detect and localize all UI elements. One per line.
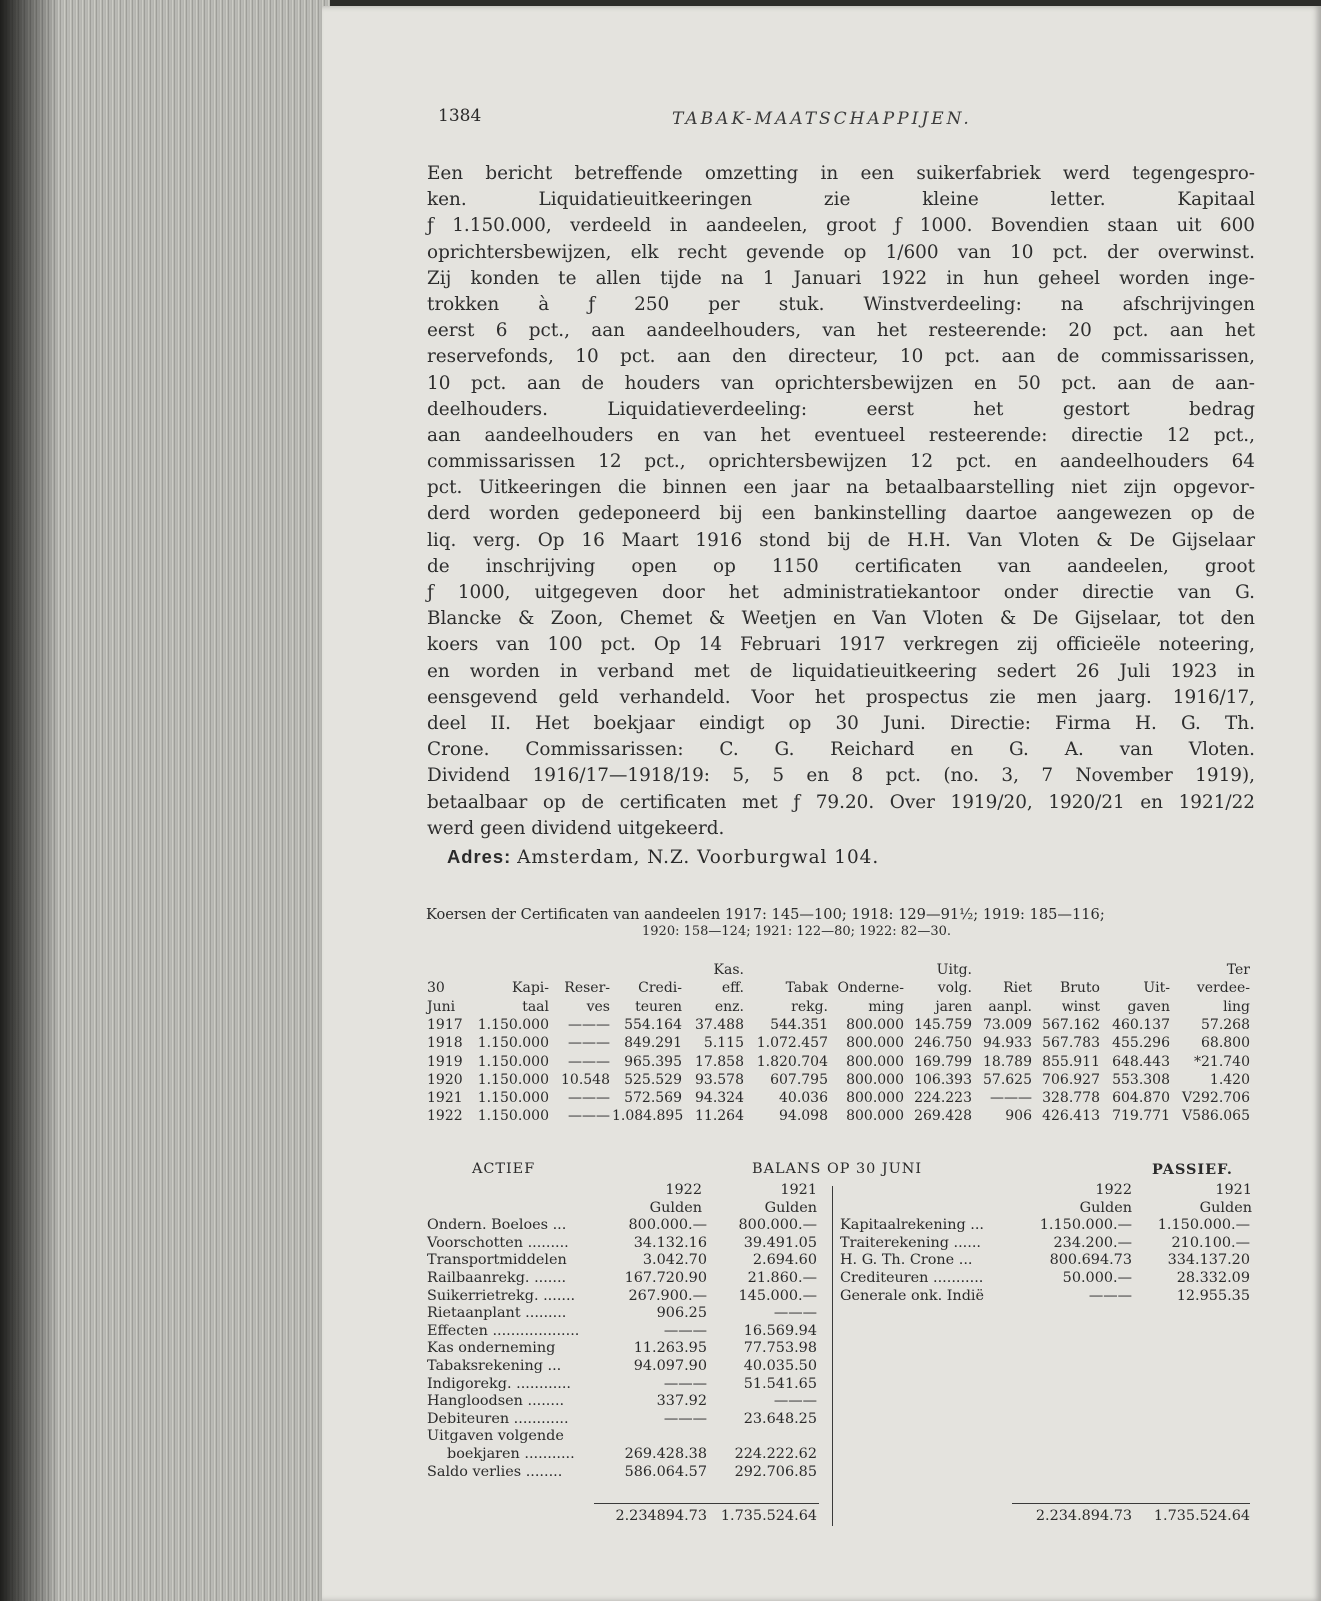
history-cell: 1.150.000	[477, 1053, 549, 1070]
passief-value-1921: 12.955.35	[1176, 1287, 1250, 1304]
actief-label: boekjaren ...........	[447, 1446, 575, 1462]
history-cell: 224.223	[914, 1090, 972, 1107]
history-cell: 1.150.000	[477, 1090, 549, 1107]
history-row-year: 1917	[427, 1016, 463, 1033]
actief-value-1922: 267.900.—	[628, 1287, 707, 1304]
actief-value-1921: 23.648.25	[743, 1410, 817, 1427]
actief-value-1921: 77.753.98	[743, 1340, 817, 1357]
balance-unit-header: Gulden	[1079, 1199, 1132, 1216]
history-header-cell: Tabak	[785, 980, 828, 997]
history-cell: 1.072.457	[756, 1035, 828, 1052]
history-header-cell: enz.	[714, 998, 744, 1015]
passief-total-1921: 1.735.524.64	[1153, 1508, 1250, 1524]
history-cell: 328.778	[1042, 1090, 1100, 1107]
history-header-cell: Juni	[427, 998, 456, 1015]
passief-label: Kapitaalrekening ...	[840, 1217, 984, 1234]
passief-value-1922: 800.694.73	[1049, 1252, 1132, 1269]
history-cell: 426.413	[1042, 1108, 1100, 1125]
history-cell: ———	[568, 1090, 610, 1107]
passief-value-1921: 210.100.—	[1171, 1234, 1250, 1251]
passief-value-1921: 1.150.000.—	[1157, 1217, 1250, 1234]
history-cell: 800.000	[846, 1090, 904, 1107]
history-cell: 106.393	[914, 1071, 972, 1088]
koersen-line-1: Koersen der Certificaten van aandeelen 1917: 145—100; 1918: 129—91½; 1919: 185—116;	[426, 906, 1105, 923]
history-cell: 554.164	[624, 1016, 682, 1033]
history-cell: 73.009	[983, 1016, 1032, 1033]
actief-label: Effecten ...................	[427, 1322, 580, 1339]
body-line: trokken à ƒ 250 per stuk. Winstverdeeling: na afschrijvingen	[427, 293, 1255, 315]
history-header-cell: ling	[1223, 998, 1250, 1015]
history-cell: 567.162	[1042, 1016, 1100, 1033]
history-cell: 57.268	[1201, 1016, 1250, 1033]
balance-year-header: 1922	[665, 1182, 702, 1198]
history-header-cell: 30	[427, 980, 445, 997]
actief-value-1922: 269.428.38	[624, 1446, 707, 1462]
history-header-cell: aanpl.	[988, 998, 1032, 1015]
history-cell: 800.000	[846, 1016, 904, 1033]
actief-label: Tabaksrekening ...	[427, 1358, 562, 1374]
actief-value-1922: 586.064.57	[624, 1463, 707, 1480]
history-cell: 572.569	[624, 1090, 682, 1107]
history-cell: 1.150.000	[477, 1071, 549, 1088]
history-cell: 855.911	[1042, 1053, 1100, 1070]
passief-label: Traiterekening ......	[840, 1234, 981, 1251]
history-cell: 5.115	[703, 1035, 744, 1052]
history-header-cell: volg.	[937, 980, 972, 997]
body-line: deelhouders. Liquidatieverdeeling: eerst het gestort bedrag	[427, 398, 1255, 420]
history-cell: 11.264	[695, 1108, 744, 1125]
history-header-cell: Riet	[1003, 980, 1032, 997]
history-cell: ———	[990, 1090, 1032, 1107]
actief-value-1921: 51.541.65	[743, 1375, 817, 1392]
history-cell: 40.036	[779, 1090, 828, 1107]
history-cell: 94.324	[695, 1090, 744, 1107]
actief-label: Suikerrietrekg. .......	[427, 1287, 576, 1304]
history-cell: 1.150.000	[477, 1035, 549, 1052]
passief-value-1922: ———	[1088, 1287, 1132, 1304]
actief-value-1922: 800.000.—	[628, 1217, 707, 1234]
history-header-cell: verdee-	[1196, 980, 1250, 997]
history-cell: 567.783	[1042, 1035, 1100, 1052]
actief-value-1922: ———	[663, 1410, 707, 1427]
history-cell: 553.308	[1112, 1071, 1170, 1088]
body-line: liq. verg. Op 16 Maart 1916 stond bij de H.H. Van Vloten & De Gijselaar	[427, 529, 1255, 551]
body-line: Crone. Commissarissen: C. G. Reichard en G. A. van Vloten.	[427, 739, 1255, 761]
actief-value-1922: 94.097.90	[633, 1358, 707, 1374]
history-cell: 1.084.895	[612, 1108, 684, 1125]
history-cell: 604.870	[1112, 1090, 1170, 1107]
history-header-cell: ming	[868, 998, 904, 1015]
balance-year-header: 1922	[1095, 1182, 1132, 1198]
history-cell: 965.395	[624, 1053, 682, 1070]
book-spine-shadow	[0, 0, 60, 1601]
actief-label: Hangloodsen ........	[427, 1393, 565, 1410]
history-cell: *21.740	[1194, 1053, 1250, 1070]
history-cell: 94.098	[779, 1108, 828, 1125]
address-line	[447, 846, 879, 868]
body-line: eerst 6 pct., aan aandeelhouders, van het resteerende: 20 pct. aan het	[427, 320, 1255, 342]
actief-value-1921: 800.000.—	[738, 1217, 817, 1234]
passief-value-1922: 1.150.000.—	[1039, 1217, 1132, 1234]
body-line: derd worden gedeponeerd bij een bankinstelling daartoe aangewezen op de	[427, 503, 1255, 525]
page-number: 1384	[438, 106, 482, 126]
body-line: Dividend 1916/17—1918/19: 5, 5 en 8 pct. (no. 3, 7 November 1919),	[427, 765, 1255, 787]
actief-heading: ACTIEF	[472, 1161, 536, 1177]
history-header-cell: Kapi-	[512, 980, 549, 997]
koersen-line-2: 1920: 158—124; 1921: 122—80; 1922: 82—30.	[642, 924, 952, 939]
address-value: Amsterdam, N.Z. Voorburgwal 104.	[517, 847, 880, 868]
history-cell: 18.789	[983, 1053, 1032, 1070]
passief-label: H. G. Th. Crone ...	[840, 1252, 973, 1269]
balance-unit-header: Gulden	[764, 1199, 817, 1216]
body-paragraph	[427, 161, 1255, 842]
history-cell: ———	[568, 1016, 610, 1033]
actief-value-1922: 3.042.70	[642, 1252, 707, 1269]
passief-total-rule	[1012, 1503, 1250, 1504]
actief-total-1922: 2.234894.73	[615, 1508, 707, 1524]
history-cell: ———	[568, 1053, 610, 1070]
actief-total-rule	[594, 1503, 819, 1504]
history-cell: 10.548	[561, 1071, 610, 1088]
actief-label: Rietaanplant .........	[427, 1305, 567, 1322]
history-header-cell: jaren	[935, 998, 972, 1015]
history-cell: 1.420	[1209, 1071, 1250, 1088]
body-line: ƒ 1000, uitgegeven door het administratiekantoor onder directie van G.	[427, 582, 1255, 603]
history-header-cell: Reser-	[564, 980, 610, 997]
history-header-cell: taal	[522, 998, 549, 1015]
body-line: betaalbaar op de certificaten met ƒ 79.20. Over 1919/20, 1920/21 en 1921/22	[427, 791, 1255, 813]
history-cell: 849.291	[624, 1035, 682, 1052]
history-cell: 800.000	[846, 1108, 904, 1125]
history-cell: 460.137	[1112, 1016, 1170, 1033]
history-header-cell: gaven	[1127, 998, 1170, 1015]
body-line: aan aandeelhouders en van het eventueel resteerende: directie 12 pct.,	[427, 424, 1255, 446]
history-cell: 269.428	[914, 1108, 972, 1125]
body-line: werd geen dividend uitgekeerd.	[427, 817, 725, 839]
actief-value-1922: 337.92	[656, 1393, 707, 1410]
history-row-year: 1921	[427, 1090, 463, 1107]
actief-value-1922: 906.25	[656, 1305, 707, 1322]
history-cell: 800.000	[846, 1053, 904, 1070]
passief-heading: PASSIEF.	[1152, 1161, 1233, 1178]
history-cell: 607.795	[770, 1071, 828, 1088]
actief-value-1922: 167.720.90	[624, 1270, 707, 1286]
actief-value-1921: 21.860.—	[747, 1270, 817, 1286]
body-line: en worden in verband met de liquidatieuitkeering sedert 26 Juli 1923 in	[427, 660, 1255, 682]
body-line: ƒ 1.150.000, verdeeld in aandeelen, groot ƒ 1000. Bovendien staan uit 600	[427, 215, 1255, 237]
history-cell: 544.351	[770, 1016, 828, 1033]
history-cell: ———	[568, 1035, 610, 1052]
history-cell: 246.750	[914, 1035, 972, 1052]
body-line: koers van 100 pct. Op 14 Februari 1917 verkregen zij officieële noteering,	[427, 634, 1255, 656]
actief-value-1921: 2.694.60	[752, 1252, 817, 1269]
history-cell: 68.800	[1201, 1035, 1250, 1052]
history-cell: 57.625	[983, 1071, 1032, 1088]
actief-label: Kas onderneming	[427, 1340, 556, 1357]
balance-center-rule	[832, 1186, 833, 1526]
actief-value-1922: 34.132.16	[633, 1234, 707, 1251]
history-cell: 455.296	[1112, 1035, 1170, 1052]
body-line: oprichtersbewijzen, elk recht gevende op 1/600 van 10 pct. der overwinst.	[427, 241, 1255, 263]
actief-label: Indigorekg. ............	[427, 1375, 572, 1392]
history-cell: 37.488	[695, 1016, 744, 1033]
history-header-cell: Kas.	[713, 962, 744, 978]
history-cell: 145.759	[914, 1016, 972, 1033]
body-line: pct. Uitkeeringen die binnen een jaar na betaalbaarstelling niet zijn opgevor-	[427, 477, 1255, 499]
balance-year-header: 1921	[1215, 1182, 1252, 1198]
body-line: eensgevend geld verhandeld. Voor het prospectus zie men jaarg. 1916/17,	[427, 686, 1255, 708]
history-header-cell: Credi-	[638, 980, 682, 997]
history-cell: 1.150.000	[477, 1016, 549, 1033]
history-cell: V586.065	[1181, 1108, 1250, 1125]
actief-value-1921: 145.000.—	[738, 1287, 817, 1304]
history-header-cell: Uit-	[1143, 980, 1170, 997]
running-head: TABAK-MAATSCHAPPIJEN.	[672, 109, 972, 129]
body-line: deel II. Het boekjaar eindigt op 30 Juni. Directie: Firma H. G. Th.	[427, 712, 1255, 734]
history-header-cell: eff.	[721, 980, 744, 997]
balance-unit-header: Gulden	[649, 1199, 702, 1216]
actief-label: Transportmiddelen	[427, 1252, 567, 1269]
history-cell: 719.771	[1112, 1108, 1170, 1125]
actief-label: Uitgaven volgende	[427, 1428, 564, 1445]
history-cell: 800.000	[846, 1071, 904, 1088]
body-line: ken. Liquidatieuitkeeringen zie kleine letter. Kapitaal	[427, 189, 1255, 211]
history-header-cell: teuren	[635, 998, 682, 1015]
history-header-cell: Bruto	[1059, 980, 1100, 997]
body-line: reservefonds, 10 pct. aan den directeur, 10 pct. aan de commissarissen,	[427, 346, 1255, 368]
history-row-year: 1922	[427, 1108, 463, 1125]
actief-label: Ondern. Boeloes ...	[427, 1217, 567, 1234]
history-cell: 1.150.000	[477, 1108, 549, 1125]
history-cell: 1.820.704	[756, 1053, 828, 1070]
actief-label: Railbaanrekg. .......	[427, 1270, 567, 1286]
balance-title: BALANS OP 30 JUNI	[752, 1161, 923, 1177]
history-cell: 800.000	[846, 1035, 904, 1052]
history-cell: 706.927	[1042, 1071, 1100, 1088]
body-line: Zij konden te allen tijde na 1 Januari 1922 in hun geheel worden inge-	[427, 267, 1255, 289]
history-header-cell: winst	[1061, 998, 1100, 1015]
passief-value-1921: 334.137.20	[1167, 1252, 1250, 1269]
history-cell: 169.799	[914, 1053, 972, 1070]
actief-value-1921: ———	[773, 1393, 817, 1410]
history-cell: 17.858	[695, 1053, 744, 1070]
history-header-cell: Uitg.	[936, 962, 972, 978]
history-cell: 648.443	[1112, 1053, 1170, 1070]
body-line: de inschrijving open op 1150 certificaten van aandeelen, groot	[427, 555, 1255, 577]
history-cell: ———	[568, 1108, 610, 1125]
passief-value-1921: 28.332.09	[1176, 1270, 1250, 1286]
history-cell: 94.933	[983, 1035, 1032, 1052]
passief-value-1922: 50.000.—	[1062, 1270, 1132, 1286]
passief-label: Crediteuren ...........	[840, 1270, 984, 1286]
body-line: 10 pct. aan de houders van oprichtersbewijzen en 50 pct. aan de aan-	[427, 372, 1255, 394]
history-header-cell: ves	[586, 998, 610, 1015]
body-line: Een bericht betreffende omzetting in een suikerfabriek werd tegengespro-	[427, 163, 1255, 184]
actief-label: Voorschotten .........	[427, 1234, 569, 1251]
address-label: Adres:	[447, 846, 512, 867]
actief-label: Debiteuren ............	[427, 1410, 569, 1427]
history-header-cell: rekg.	[791, 998, 828, 1015]
book-page	[322, 6, 1321, 1601]
actief-total-1921: 1.735.524.64	[720, 1508, 817, 1524]
actief-value-1922: 11.263.95	[633, 1340, 707, 1357]
actief-label: Saldo verlies ........	[427, 1463, 563, 1480]
balance-year-header: 1921	[780, 1182, 817, 1198]
body-line: commissarissen 12 pct., oprichtersbewijzen 12 pct. en aandeelhouders 64	[427, 451, 1255, 473]
actief-value-1922: ———	[663, 1322, 707, 1339]
actief-value-1921: 39.491.05	[743, 1234, 817, 1251]
actief-value-1921: 40.035.50	[743, 1358, 817, 1374]
history-header-cell: Onderne-	[837, 980, 904, 997]
history-cell: 93.578	[695, 1071, 744, 1088]
history-row-year: 1919	[427, 1053, 463, 1070]
history-header-cell: Ter	[1226, 962, 1250, 978]
actief-value-1921: ———	[773, 1305, 817, 1322]
actief-value-1922: ———	[663, 1375, 707, 1392]
history-cell: 906	[1005, 1108, 1032, 1125]
body-line: Blancke & Zoon, Chemet & Weetjen en Van Vloten & De Gijselaar, tot den	[427, 608, 1255, 630]
actief-value-1921: 292.706.85	[734, 1463, 817, 1480]
actief-value-1921: 224.222.62	[734, 1446, 817, 1462]
passief-total-1922: 2.234.894.73	[1035, 1508, 1132, 1524]
history-row-year: 1918	[427, 1035, 463, 1052]
history-cell: 525.529	[624, 1071, 682, 1088]
history-row-year: 1920	[427, 1071, 463, 1088]
balance-unit-header: Gulden	[1199, 1199, 1252, 1216]
passief-value-1922: 234.200.—	[1053, 1234, 1132, 1251]
history-cell: V292.706	[1181, 1090, 1250, 1107]
actief-value-1921: 16.569.94	[743, 1322, 817, 1339]
passief-label: Generale onk. Indië	[840, 1287, 985, 1304]
